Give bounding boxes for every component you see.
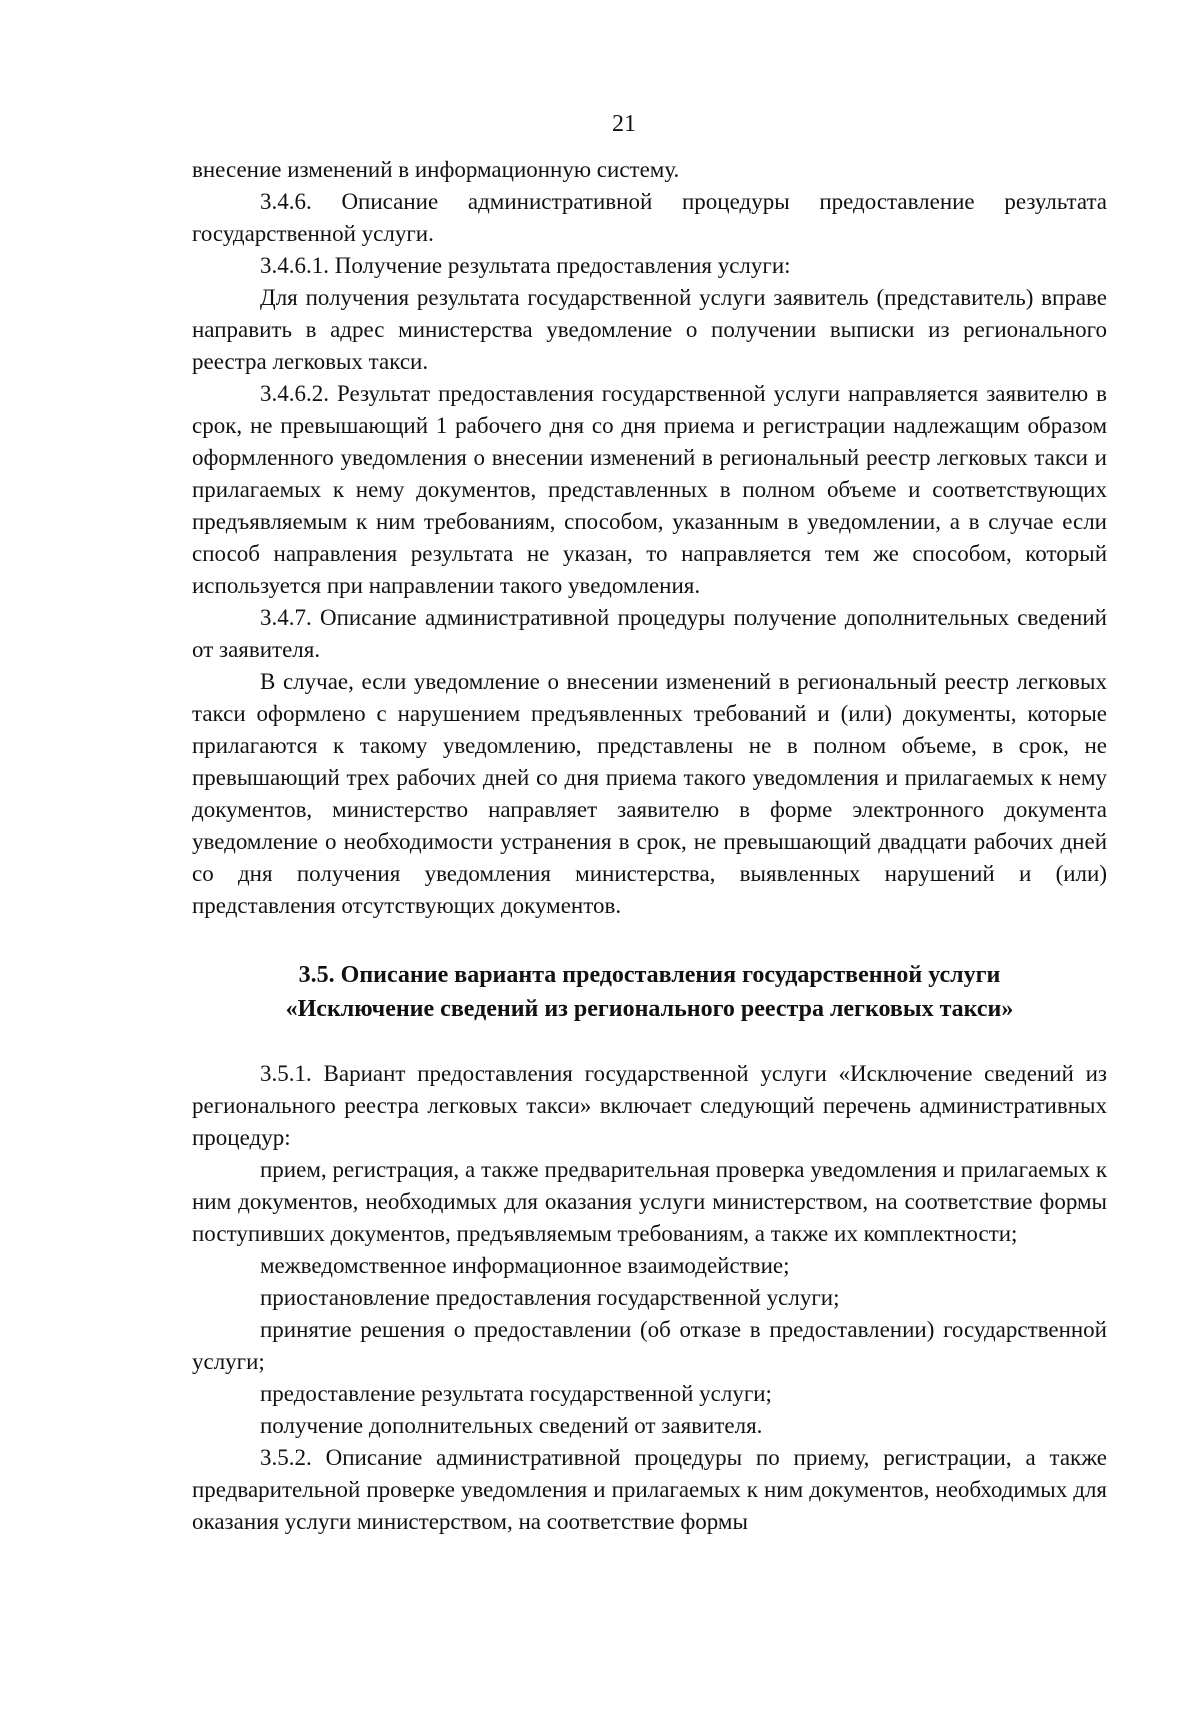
paragraph: В случае, если уведомление о внесении изменений в региональный реестр легковых такси оформлено с нарушением предъявленных требований и (или) документы, которые прилагаются к такому уведомлению, представлены не в полном объеме, в срок, не превышающий трех рабочих дней со дня приема такого уведомления и прилагаемых к нему документов, министерство направляет заявителю в форме электронного документа уведомление о необходимости устранения в срок, не превышающий двадцати рабочих дней со дня получения уведомления министерства, выявленных нарушений и (или) представления отсутствующих документов. — [192, 669, 1107, 918]
paragraph: 3.5.2. Описание административной процедуры по приему, регистрации, а также предварительной проверке уведомления и прилагаемых к ним документов, необходимых для оказания услуги министерством, на соответствие формы — [192, 1445, 1107, 1534]
paragraph: Для получения результата государственной услуги заявитель (представитель) вправе направить в адрес министерства уведомление о получении выписки из регионального реестра легковых такси. — [192, 285, 1107, 374]
page-number: 21 — [612, 111, 636, 137]
paragraph: 3.4.7. Описание административной процедуры получение дополнительных сведений от заявителя. — [192, 605, 1107, 662]
paragraphs-after-heading — [192, 1058, 1107, 1538]
document-body — [192, 154, 1107, 1538]
paragraph: 3.5.1. Вариант предоставления государственной услуги «Исключение сведений из регионального реестра легковых такси» включает следующий перечень административных процедур: — [192, 1061, 1107, 1150]
section-heading-line: «Исключение сведений из регионального реестра легковых такси» — [285, 996, 1014, 1022]
section-heading-line: 3.5. Описание варианта предоставления государственной услуги — [298, 962, 1001, 988]
list-item: принятие решения о предоставлении (об отказе в предоставлении) государственной услуги; — [192, 1317, 1107, 1374]
paragraph: 3.4.6. Описание административной процедуры предоставление результата государственной услуги. — [192, 189, 1107, 246]
list-item: получение дополнительных сведений от заявителя. — [260, 1413, 763, 1438]
section-heading — [192, 958, 1107, 1026]
list-item: предоставление результата государственной услуги; — [260, 1381, 772, 1406]
paragraph: 3.4.6.1. Получение результата предоставления услуги: — [260, 253, 791, 278]
paragraph: внесение изменений в информационную систему. — [192, 157, 680, 182]
list-item: межведомственное информационное взаимодействие; — [260, 1253, 790, 1278]
list-item: приостановление предоставления государственной услуги; — [260, 1285, 840, 1310]
paragraphs-before-heading — [192, 154, 1107, 922]
paragraph: 3.4.6.2. Результат предоставления государственной услуги направляется заявителю в срок, не превышающий 1 рабочего дня со дня приема и регистрации надлежащим образом оформленного уведомления о внесении изменений в региональный реестр легковых такси и прилагаемых к нему документов, представленных в полном объеме и соответствующих предъявляемым к ним требованиям, способом, указанным в уведомлении, а в случае если способ направления результата не указан, то направляется тем же способом, который используется при направлении такого уведомления. — [192, 381, 1107, 598]
list-item: прием, регистрация, а также предварительная проверка уведомления и прилагаемых к ним документов, необходимых для оказания услуги министерством, на соответствие формы поступивших документов, предъявляемым требованиям, а также их комплектности; — [192, 1157, 1107, 1246]
